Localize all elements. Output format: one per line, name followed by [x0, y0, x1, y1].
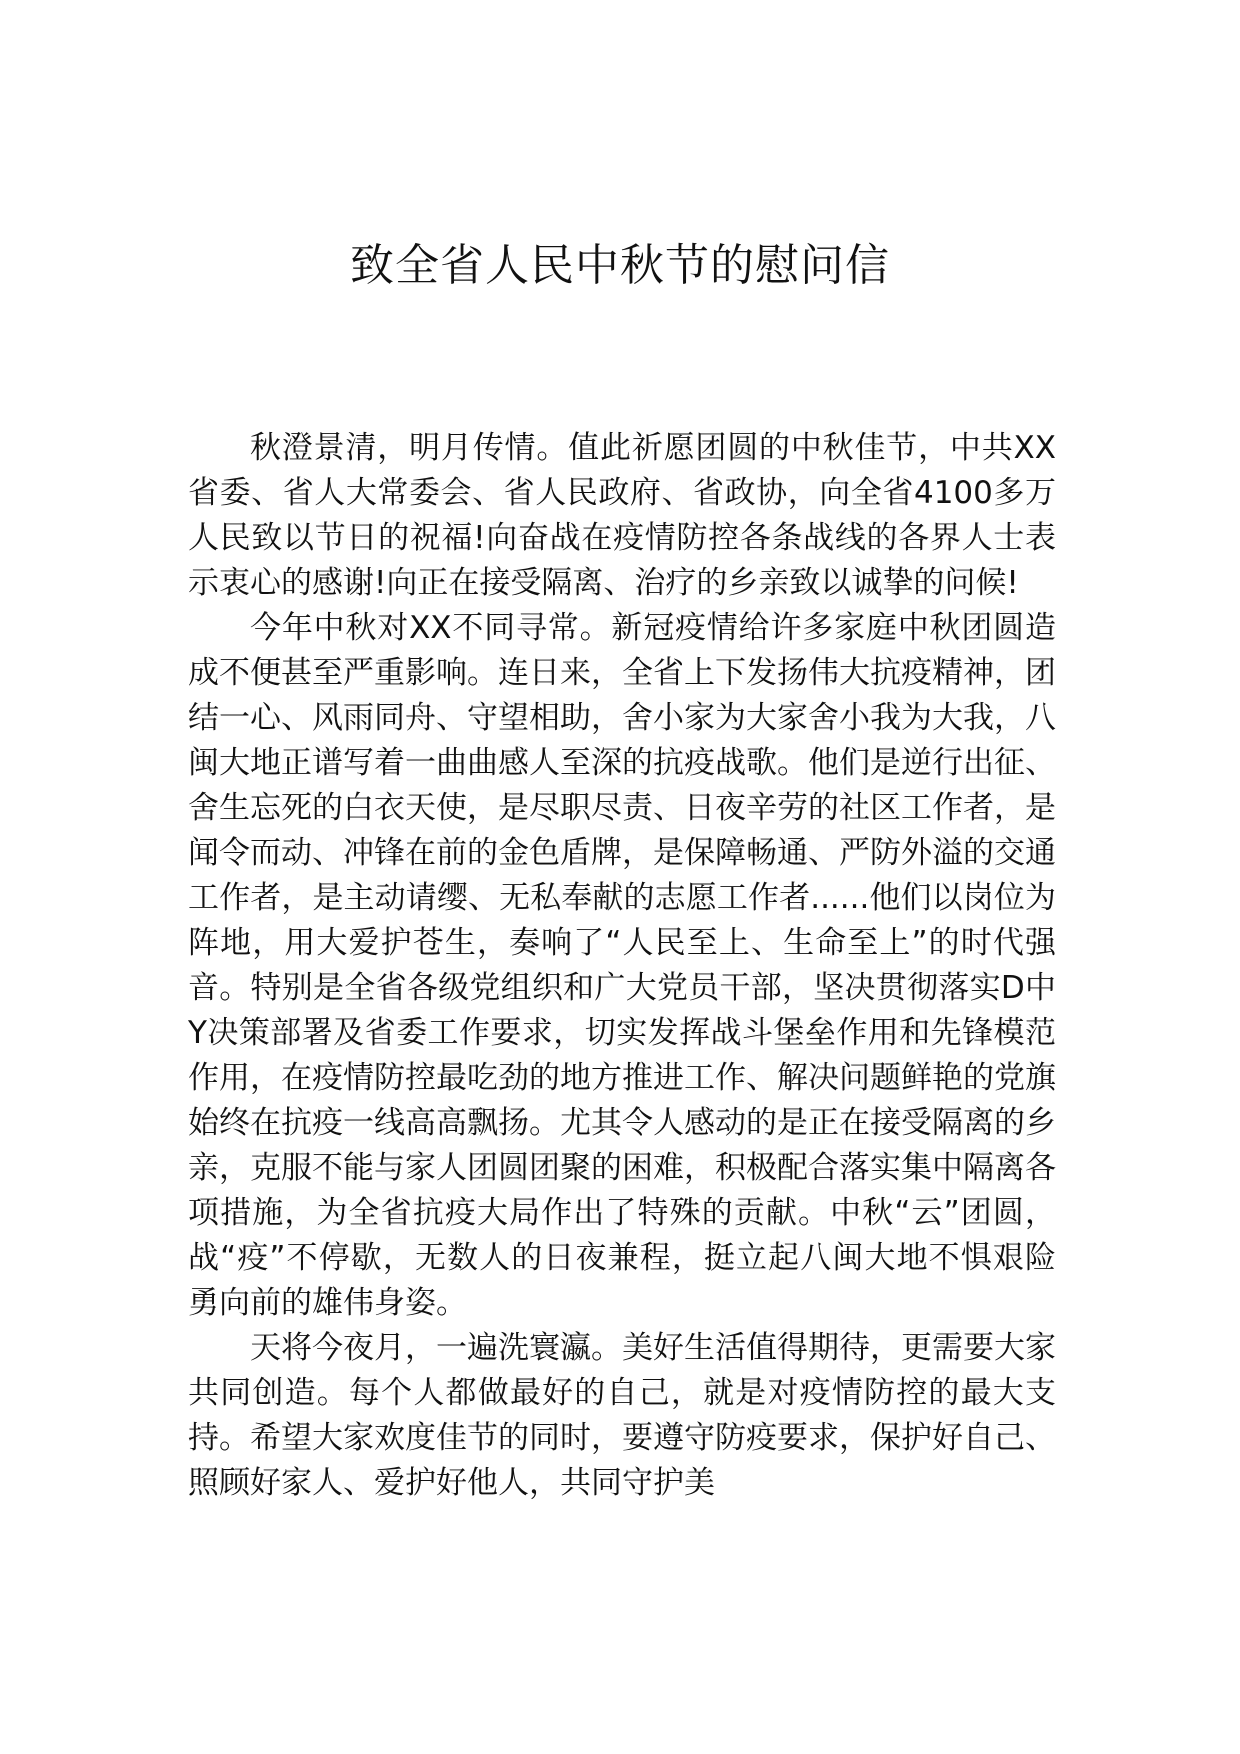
paragraph-2: 今年中秋对XX不同寻常。新冠疫情给许多家庭中秋团圆造成不便甚至严重影响。连日来，全省上下发扬伟大抗疫精神，团结一心、风雨同舟、守望相助，舍小家为大家舍小我为大我，八闽大地正谱写着一曲曲感人至深的抗疫战歌。他们是逆行出征、舍生忘死的白衣天使，是尽职尽责、日夜辛劳的社区工作者，是闻令而动、冲锋在前的金色盾牌，是保障畅通、严防外溢的交通工作者，是主动请缨、无私奉献的志愿工作者......他们以岗位为阵地，用大爱护苍生，奏响了“人民至上、生命至上”的时代强音。特别是全省各级党组织和广大党员干部，坚决贯彻落实D中Y决策部署及省委工作要求，切实发挥战斗堡垒作用和先锋模范作用，在疫情防控最吃劲的地方推进工作、解决问题鲜艳的党旗始终在抗疫一线高高飘扬。尤其令人感动的是正在接受隔离的乡亲，克服不能与家人团圆团聚的困难，积极配合落实集中隔离各项措施，为全省抗疫大局作出了特殊的贡献。中秋“云”团圆，战“疫”不停歇，无数人的日夜兼程，挺立起八闽大地不惧艰险勇向前的雄伟身姿。	[188, 610, 1056, 1321]
paragraph-3: 天将今夜月，一遍洗寰瀛。美好生活值得期待，更需要大家共同创造。每个人都做最好的自己，就是对疫情防控的最大支持。希望大家欢度佳节的同时，要遵守防疫要求，保护好自己、照顾好家人、爱护好他人，共同守护美	[188, 1330, 1056, 1501]
paragraph-1: 秋澄景清，明月传情。值此祈愿团圆的中秋佳节，中共XX省委、省人大常委会、省人民政府、省政协，向全省4100多万人民致以节日的祝福!向奋战在疫情防控各条战线的各界人士表示衷心的感谢!向正在接受隔离、治疗的乡亲致以诚挚的问候!	[188, 430, 1056, 601]
document-title: 致全省人民中秋节的慰问信	[350, 240, 890, 291]
letter-body	[188, 426, 1056, 1506]
